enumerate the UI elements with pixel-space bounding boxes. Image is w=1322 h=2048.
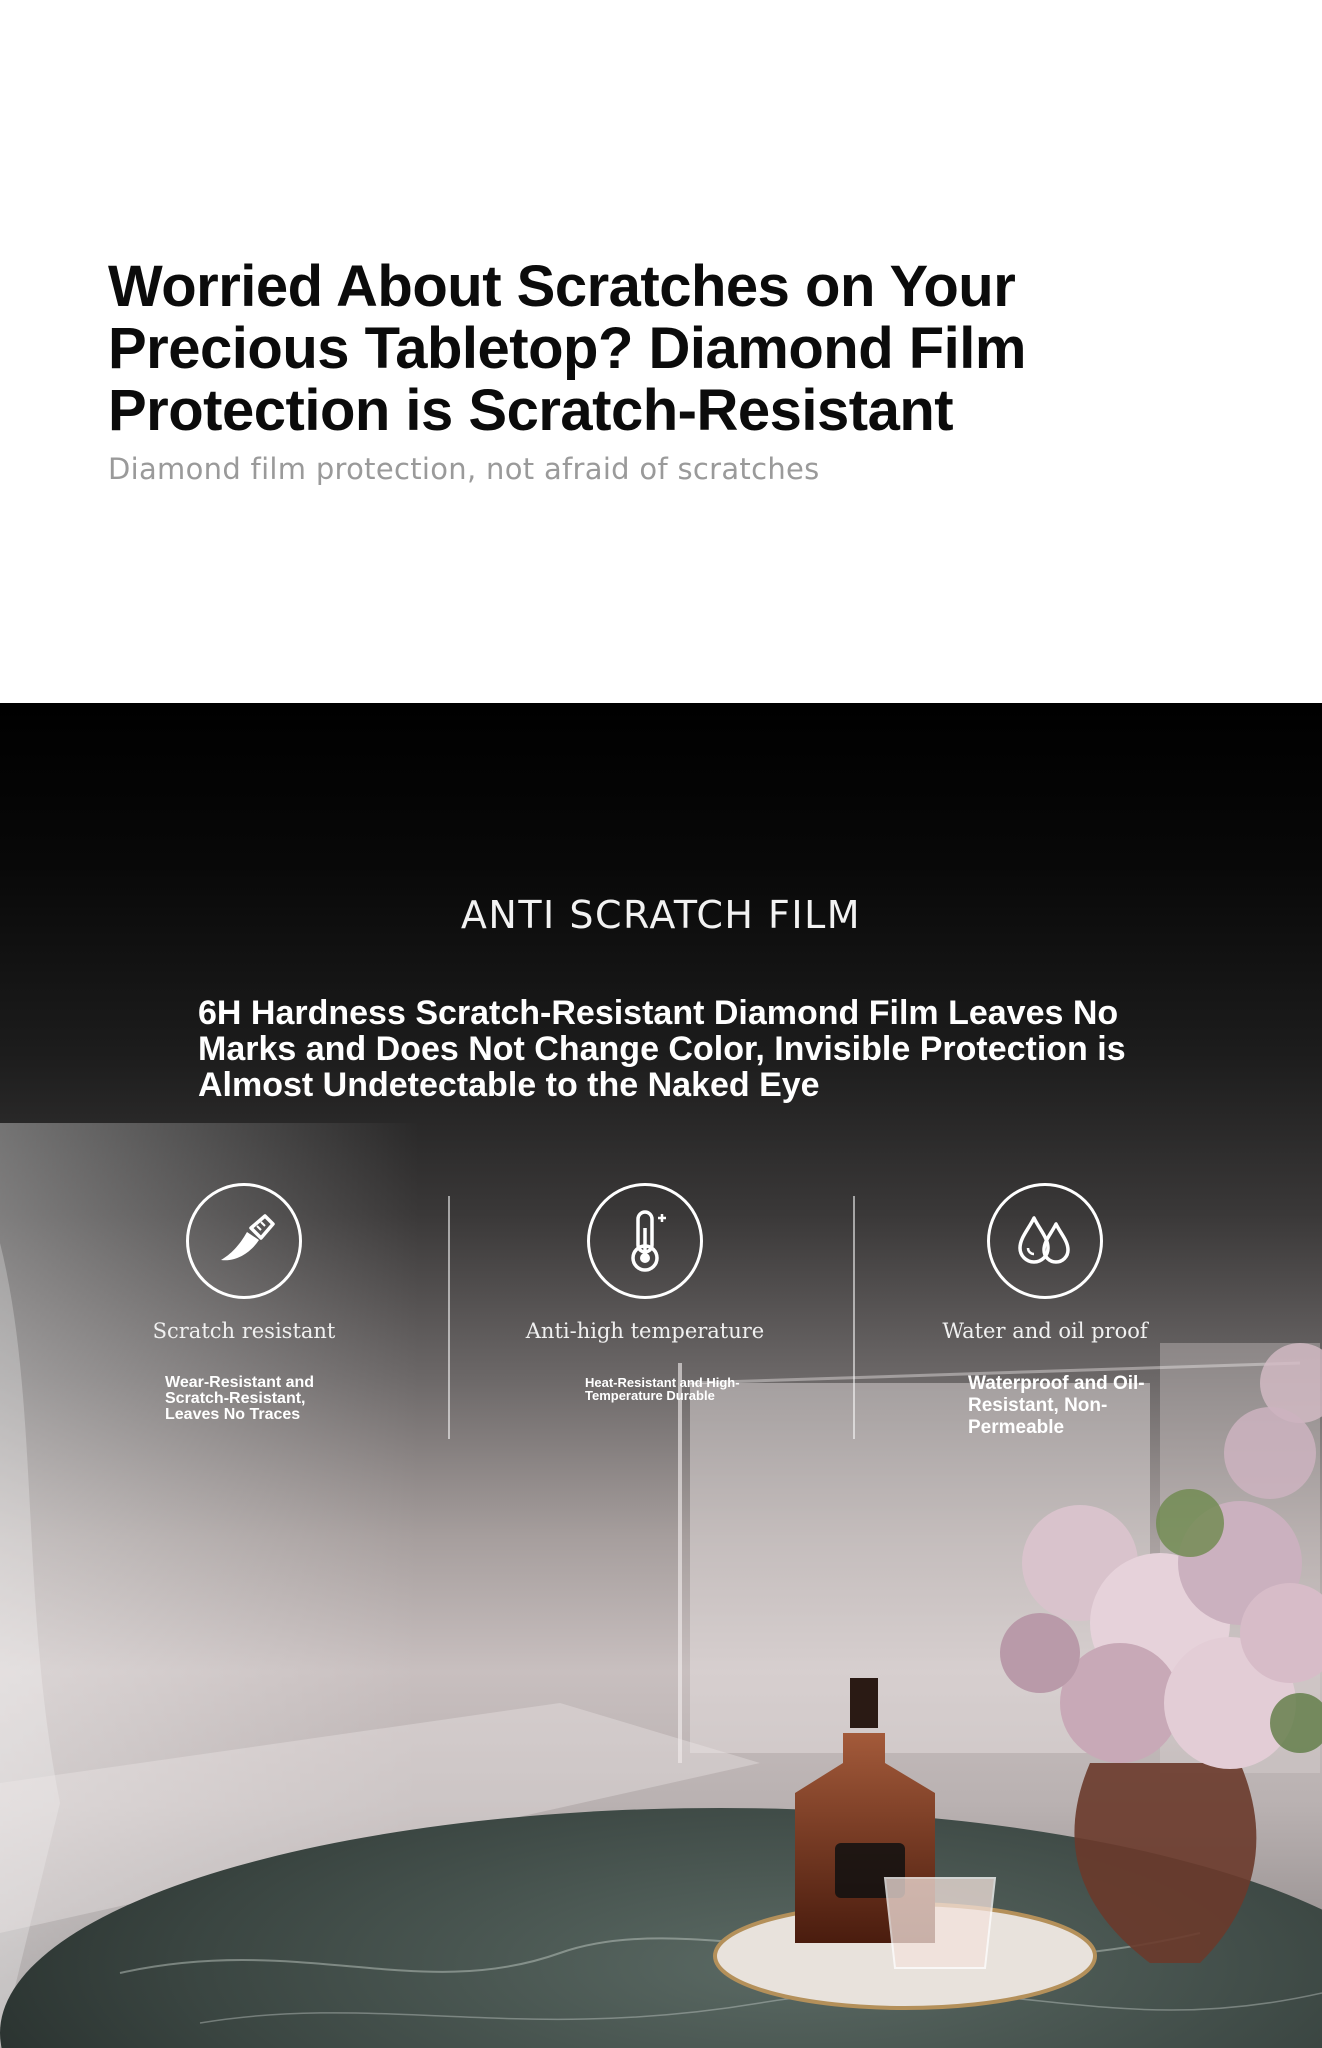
- film-label: ANTI SCRATCH FILM: [460, 893, 862, 937]
- knife-icon: [186, 1183, 302, 1299]
- feature-anti-high-temperature: [485, 1183, 805, 1403]
- page-headline: Worried About Scratches on Your Precious Tabletop? Diamond Film Protection is Scratch-Resistant: [108, 254, 1026, 443]
- bottle-cap: [850, 1678, 878, 1728]
- feature-description: Waterproof and Oil-Resistant, Non-Permeable: [968, 1373, 1145, 1438]
- feature-name: Water and oil proof: [942, 1319, 1148, 1343]
- whisky-glass: [885, 1878, 995, 1968]
- product-scene: [0, 703, 1322, 2048]
- feature-scratch-resistant: [84, 1183, 404, 1423]
- feature-name: Scratch resistant: [152, 1319, 336, 1343]
- feature-description: Heat-Resistant and High-Temperature Durable: [585, 1375, 740, 1403]
- feature-divider: [448, 1196, 450, 1439]
- page-subline: Diamond film protection, not afraid of scratches: [108, 452, 820, 486]
- feature-water-and-oil-proof: [885, 1183, 1205, 1438]
- feature-name: Anti-high temperature: [525, 1319, 765, 1343]
- intro-section: [0, 0, 1322, 703]
- water-drops-icon: [987, 1183, 1103, 1299]
- film-title: 6H Hardness Scratch-Resistant Diamond Film Leaves No Marks and Does Not Change Color, Invisible Protection is Almost Undetectable to the Naked Eye: [198, 994, 1126, 1104]
- feature-divider: [853, 1196, 855, 1439]
- thermometer-icon: [587, 1183, 703, 1299]
- feature-description: Wear-Resistant and Scratch-Resistant, Leaves No Traces: [165, 1374, 315, 1423]
